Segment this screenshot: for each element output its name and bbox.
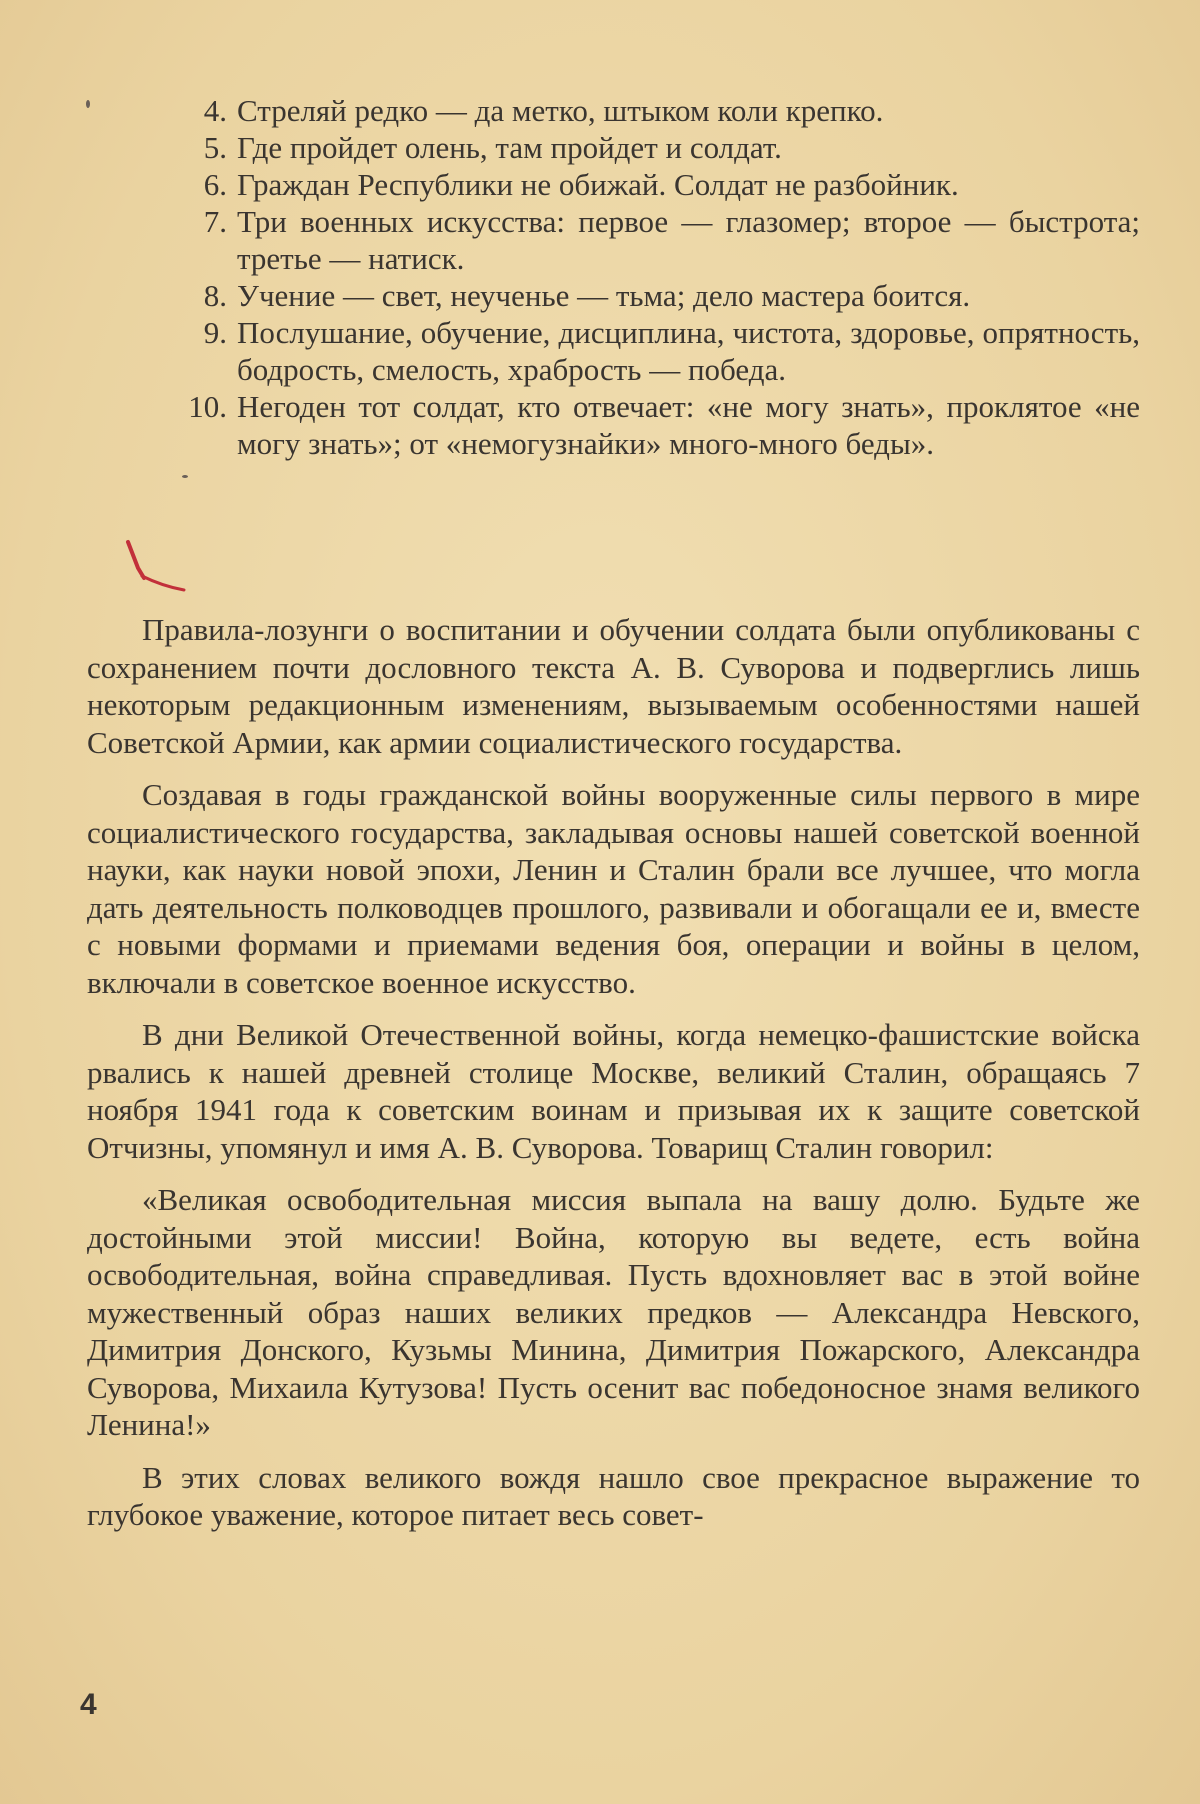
list-item: [165, 129, 1140, 166]
ink-speck: [182, 475, 188, 478]
list-item-number: 4.: [203, 93, 227, 128]
list-item-text: Послушание, обучение, дисциплина, чистота, здоровье, опрятность, бодрость, смелость, храбрость — победа.: [237, 315, 1140, 387]
list-item-text: Граждан Республики не обижай. Солдат не разбойник.: [237, 167, 959, 202]
list-item: [165, 277, 1140, 314]
numbered-rules-list: [165, 92, 1140, 462]
list-item-number: 5.: [203, 130, 227, 165]
body-text: [87, 611, 1140, 1549]
list-item-text: Где пройдет олень, там пройдет и солдат.: [237, 130, 782, 165]
list-item-text: Три военных искусства: первое — глазомер; второе — быстрота; третье — натиск.: [237, 204, 1140, 276]
quotation-paragraph: «Великая освободительная миссия выпала на вашу долю. Будьте же достойными этой миссии! Война, которую вы ведете, есть война освободительная, война справедливая. Пусть вдохновляет вас в этой войне мужественный образ наших великих предков — Александра Невского, Димитрия Донского, Кузьмы Минина, Димитрия Пожарского, Александра Суворова, Михаила Кутузова! Пусть осенит вас победоносное знамя великого Ленина!»: [87, 1182, 1140, 1442]
list-item-text: Негоден тот солдат, кто отвечает: «не могу знать», проклятое «не могу знать»; от «немогузнайки» много-много беды».: [237, 389, 1140, 461]
list-item: [165, 166, 1140, 203]
list-item: [165, 314, 1140, 388]
paragraph: В дни Великой Отечественной войны, когда немецко-фашистские войска рвались к нашей древней столице Москве, великий Сталин, обращаясь 7 ноября 1941 года к советским воинам и призывая их к защите советской Отчизны, упомянул и имя А. В. Суворова. Товарищ Сталин говорил:: [87, 1017, 1140, 1165]
paragraph: Создавая в годы гражданской войны вооруженные силы первого в мире социалистического государства, закладывая основы нашей советской военной науки, как науки новой эпохи, Ленин и Сталин брали все лучшее, что могла дать деятельность полководцев прошлого, развивали и обогащали ее и, вместе с новыми формами и приемами ведения боя, операции и войны в целом, включали в советское военное искусство.: [87, 777, 1140, 1000]
list-item-text: Учение — свет, неученье — тьма; дело мастера боится.: [237, 278, 971, 313]
list-item-number: 9.: [203, 315, 227, 350]
list-item: [165, 92, 1140, 129]
paragraph: Правила-лозунги о воспитании и обучении солдата были опубликованы с сохранением почти дословного текста А. В. Суворова и подверглись лишь некоторым редакционным изменениям, вызываемым особенностями нашей Советской Армии, как армии социалистического государства.: [87, 612, 1140, 760]
list-item-number: 7.: [203, 204, 227, 239]
list-item-number: 10.: [188, 389, 227, 424]
list-item: [165, 388, 1140, 462]
list-item-number: 6.: [203, 167, 227, 202]
list-item-text: Стреляй редко — да метко, штыком коли крепко.: [237, 93, 884, 128]
list-item-number: 8.: [203, 278, 227, 313]
pencil-margin-mark: [122, 538, 212, 598]
list-item: [165, 203, 1140, 277]
page-number: 4: [80, 1688, 97, 1721]
ink-speck: [86, 100, 90, 108]
paragraph: В этих словах великого вождя нашло свое прекрасное выражение то глубокое уважение, которое питает весь совет-: [87, 1459, 1140, 1532]
